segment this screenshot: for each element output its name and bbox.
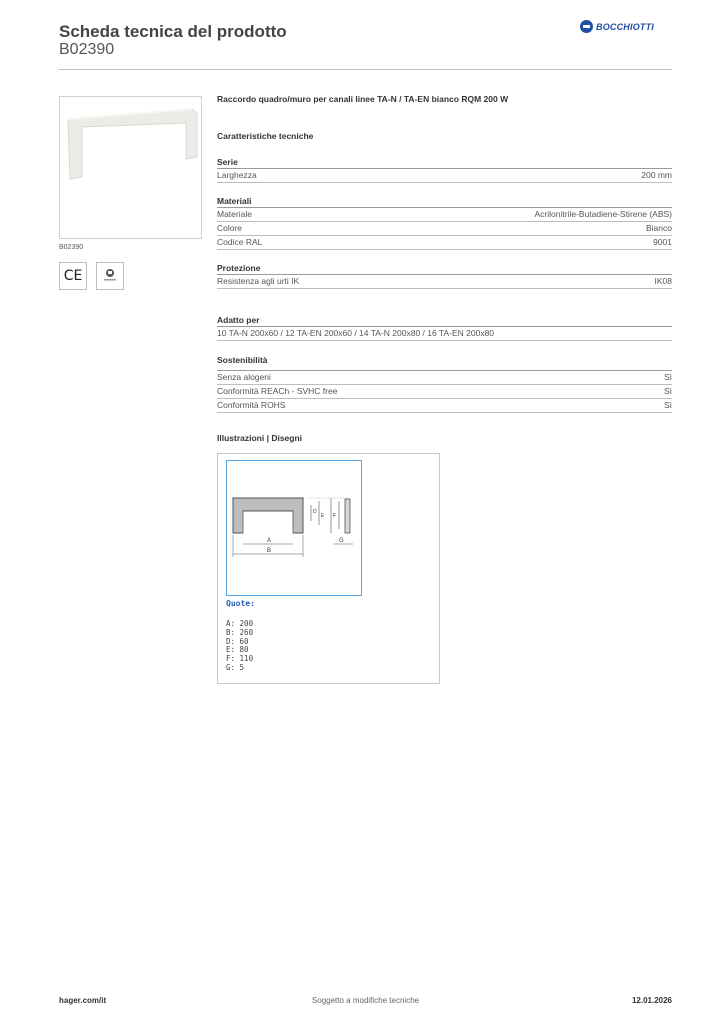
photo-caption: B02390 [59, 244, 84, 251]
list-item: B: 260 [226, 627, 254, 637]
product-image-icon [60, 97, 203, 240]
row-label: Conformità REACh - SVHC free [217, 386, 338, 396]
section-title-sostenibilita: Sostenibilità [217, 355, 268, 365]
product-photo [59, 96, 202, 239]
section-title-adatto: Adatto per [217, 315, 260, 325]
footer-date: 12.01.2026 [631, 996, 672, 1005]
brand-name: BOCCHIOTTI [596, 21, 654, 32]
table-row [217, 169, 672, 183]
table-row [217, 275, 672, 289]
row-label: Codice RAL [217, 237, 263, 247]
section-title-protezione: Protezione [217, 263, 261, 273]
section-title-illustrazioni: Illustrazioni | Disegni [217, 433, 303, 443]
dim-label-f: F [333, 513, 337, 519]
list-item: E: 80 [226, 645, 249, 655]
row-label: Resistenza agli urti IK [217, 276, 300, 286]
table-row [217, 327, 672, 341]
row-label: Materiale [217, 209, 252, 219]
section-title-serie: Serie [217, 157, 238, 167]
list-item: A: 200 [226, 619, 254, 628]
quotes-title: Quote: [226, 599, 255, 608]
row-value: Acrilonitrile-Butadiene-Stirene (ABS) [534, 209, 672, 219]
row-value: Bianco [646, 223, 672, 233]
page-title: Scheda tecnica del prodotto [59, 22, 287, 41]
row-value: 9001 [653, 237, 672, 247]
ce-mark-text: CE [63, 268, 83, 284]
brand-logo [580, 20, 654, 33]
row-label: Larghezza [217, 170, 257, 180]
dim-label-g: G [339, 538, 344, 544]
section-title-materiali: Materiali [217, 196, 252, 206]
table-row [217, 222, 672, 236]
dim-label-d: D [313, 509, 317, 515]
row-label: Conformità ROHS [217, 400, 286, 410]
row-value: Sì [663, 386, 672, 396]
dimension-drawing-icon [227, 461, 361, 595]
tech-heading: Caratteristiche tecniche [217, 131, 314, 141]
drawing-frame [226, 460, 362, 596]
footer-note: Soggetto a modifiche tecniche [311, 996, 420, 1005]
dim-label-a: A [267, 538, 272, 544]
footer-website-link[interactable]: hager.com/it [59, 996, 107, 1005]
row-value: Sì [663, 400, 672, 410]
list-item: F: 110 [226, 654, 254, 664]
page-footer [59, 996, 672, 1010]
product-title: Raccordo quadro/muro per canali linee TA-N / TA-EN bianco RQM 200 W [217, 94, 509, 104]
page-header [59, 20, 672, 70]
table-row [217, 208, 672, 222]
table-row [217, 399, 672, 413]
list-item: G: 5 [226, 662, 245, 672]
table-row [217, 371, 672, 385]
row-value: Sì [663, 372, 672, 382]
row-label: Colore [217, 223, 243, 233]
row-label: 10 TA-N 200x60 / 12 TA-EN 200x60 / 14 TA-N 200x80 / 16 TA-EN 200x80 [217, 328, 495, 338]
list-item: D: 60 [226, 636, 249, 646]
table-row [217, 236, 672, 250]
dim-label-b: B [267, 548, 272, 554]
ce-mark-icon [59, 262, 87, 290]
technical-drawing [217, 453, 440, 684]
dim-label-e: E [321, 513, 325, 519]
quotes-list [226, 620, 253, 673]
row-value: IK08 [654, 276, 672, 286]
product-code: B02390 [59, 41, 115, 58]
brand-mark-icon [580, 20, 593, 33]
table-row [217, 385, 672, 399]
row-value: 200 mm [641, 170, 672, 180]
quality-mark-icon [96, 262, 124, 290]
row-label: Senza alogeni [217, 372, 271, 382]
